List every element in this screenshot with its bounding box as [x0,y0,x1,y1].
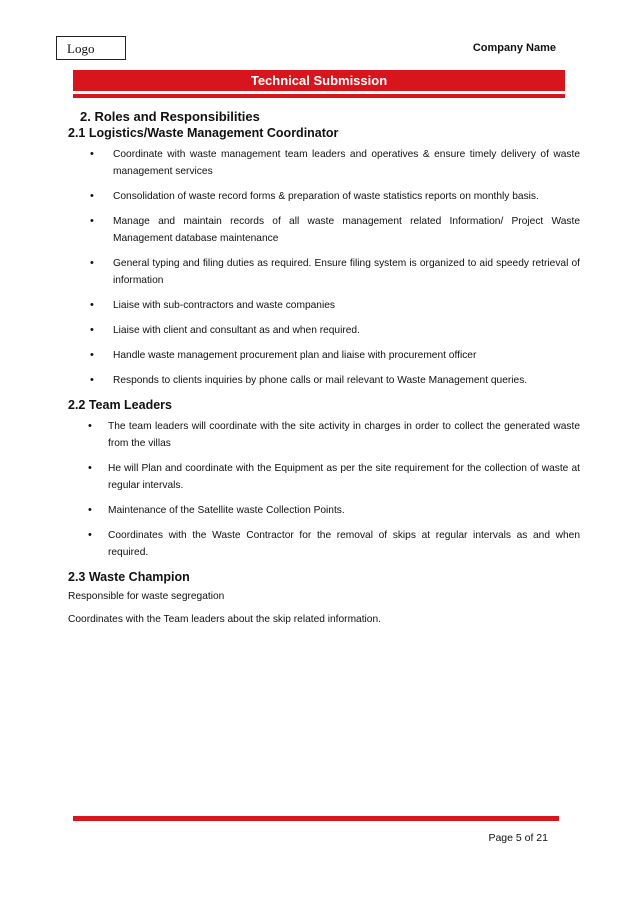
list-item: • Coordinate with waste management team leaders and operatives & ensure timely delivery of waste management services [68,146,580,180]
banner-divider [73,94,565,98]
section-banner: Technical Submission [73,70,565,91]
list-item: • Handle waste management procurement plan and liaise with procurement officer [68,347,580,364]
paragraph: Coordinates with the Team leaders about the skip related information. [68,614,381,625]
list-item: • General typing and filing duties as required. Ensure filing system is organized to aid speedy retrieval of information [68,255,580,289]
list-item: • Manage and maintain records of all waste management related Information/ Project Waste Management database maintenance [68,213,580,247]
footer-divider [73,816,559,821]
coordinator-duties-list [68,146,580,389]
list-item: • Consolidation of waste record forms & preparation of waste statistics reports on monthly basis. [68,188,580,205]
list-item: • Maintenance of the Satellite waste Collection Points. [68,502,580,519]
subsection-title: 2.1 Logistics/Waste Management Coordinator [68,126,339,140]
logo: Logo [56,36,126,60]
list-item: • The team leaders will coordinate with the site activity in charges in order to collect the generated waste from the villas [68,418,580,452]
document-body [68,108,580,628]
list-item: • He will Plan and coordinate with the Equipment as per the site requirement for the collection of waste at regular intervals. [68,460,580,494]
list-item: • Coordinates with the Waste Contractor for the removal of skips at regular intervals as and when required. [68,527,580,561]
subsection-title: 2.3 Waste Champion [68,570,190,584]
team-leader-duties-list [68,418,580,561]
section-title: 2. Roles and Responsibilities [80,109,260,124]
company-name: Company Name [472,42,556,54]
paragraph: Responsible for waste segregation [68,591,225,602]
list-item: • Responds to clients inquiries by phone calls or mail relevant to Waste Management queries. [68,372,580,389]
list-item: • Liaise with client and consultant as and when required. [68,322,580,339]
subsection-title: 2.2 Team Leaders [68,398,172,412]
list-item: • Liaise with sub-contractors and waste companies [68,297,580,314]
page-number: Page 5 of 21 [488,832,548,844]
